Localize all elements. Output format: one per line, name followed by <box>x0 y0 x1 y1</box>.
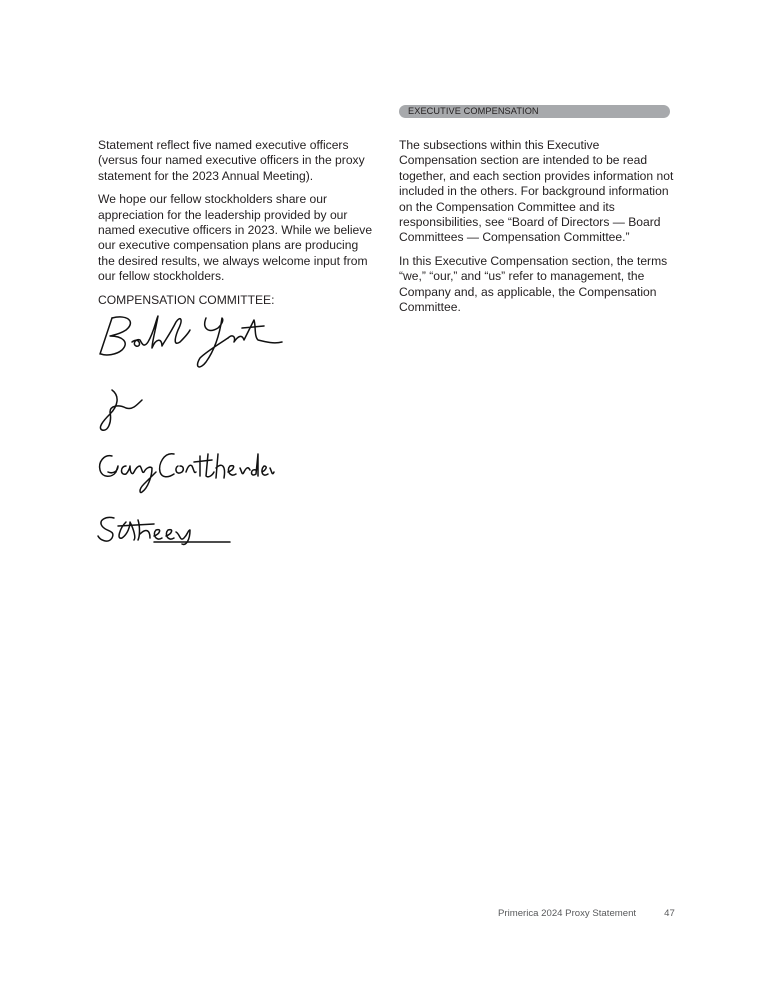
right-column <box>399 138 674 323</box>
paragraph: Statement reflect five named executive officers (versus four named executive officers in the proxy statement for the 2023 Annual Meeting). <box>98 138 365 183</box>
left-column <box>98 138 373 316</box>
section-header-label: EXECUTIVE COMPENSATION <box>408 106 539 116</box>
publication-title: Primerica 2024 Proxy Statement <box>498 908 637 919</box>
signature-3 <box>96 448 276 496</box>
committee-label: COMPENSATION COMMITTEE: <box>98 292 275 307</box>
section-header-tag <box>399 105 670 118</box>
signature-1 <box>96 312 286 372</box>
page-number: 47 <box>664 908 675 919</box>
paragraph: The subsections within this Executive Compensation section are intended to be read together, and each section provides information not included in the others. For background information on the Compensation Committee and its responsibilities, see “Board of Directors — Board Committees — Compensation Committee.” <box>399 138 674 245</box>
signature-4 <box>96 512 236 546</box>
signature-2 <box>96 386 156 432</box>
paragraph: We hope our fellow stockholders share our appreciation for the leadership provided by our named executive officers in 2023. While we believe our executive compensation plans are producing the desired results, we always welcome input from our fellow stockholders. <box>98 192 373 284</box>
paragraph: In this Executive Compensation section, the terms “we,” “our,” and “us” refer to management, the Company and, as applicable, the Compensation Committee. <box>399 253 668 315</box>
page-footer <box>498 908 675 920</box>
